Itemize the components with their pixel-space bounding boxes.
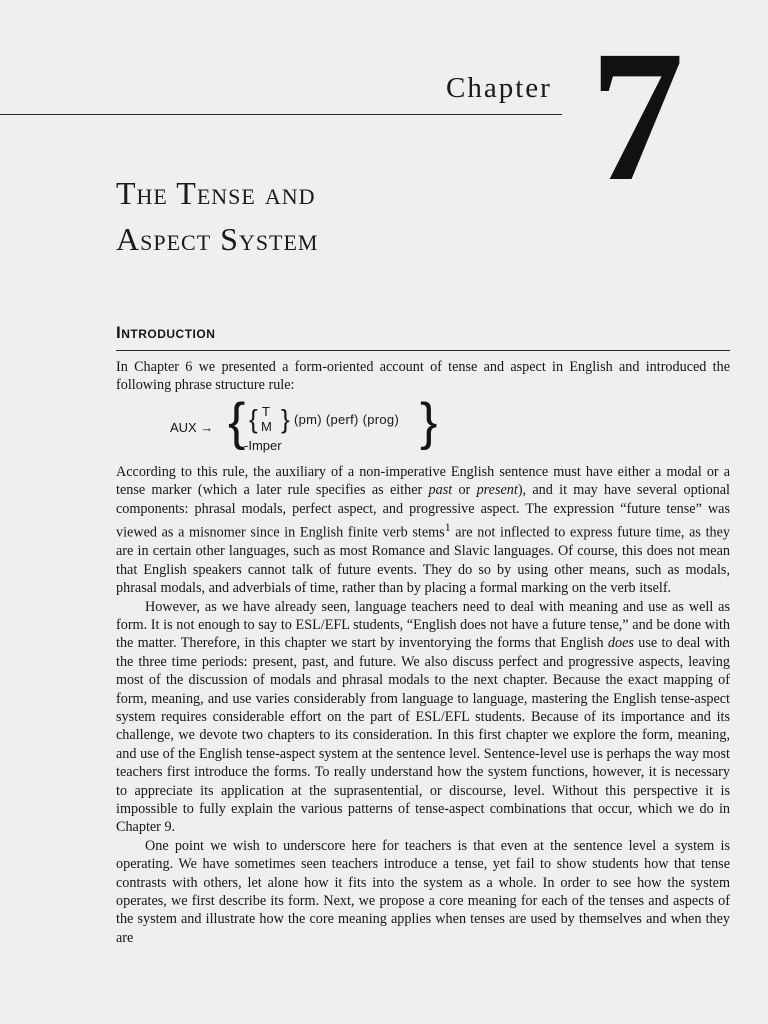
chapter-number: 7 (590, 11, 684, 220)
phrase-structure-rule (170, 393, 440, 456)
formula-option-imper: -Imper (244, 438, 282, 453)
formula-option-m: M (261, 419, 272, 434)
formula-brace-left: { (228, 393, 246, 451)
chapter-rule (0, 114, 562, 115)
title-line-2: Aspect System (116, 221, 319, 257)
paragraph-2: However, as we have already seen, language teachers need to deal with meaning and use as well as form. It is not enough to say to ESL/EFL students, “English does not have a future tense,” and be done with the matter. Therefore, in this chapter we start by inventorying the forms that English does use to deal with the three time periods: present, past, and future. We also discuss perfect and progressive aspects, leaving most of the discussion of modals and phrasal modals to the next chapter. Because the exact mapping of form, meaning, and use varies considerably from language to language, mastering the English tense-aspect system requires considerable effort on the part of ESL/EFL students. Because of its importance and its challenge, we devote two chapters to its consideration. In this first chapter we explore the form, meaning, and use of the English tense-aspect system at the sentence level. Sentence-level use is perhaps the way most teachers first introduce the forms. To really understand how the system functions, however, it is necessary to appreciate its application at the suprasentential, or discourse, level. Without this perspective it is impossible to fully explain the various patterns of tense-aspect combinations that occur, which we do in Chapter 9. (116, 598, 730, 836)
section-heading: Introduction (116, 323, 216, 342)
paragraph-1: According to this rule, the auxiliary of a non-imperative English sentence must have either a modal or a tense marker (which a later rule specifies as either past or present), and it may have several optional components: phrasal modals, perfect aspect, and progressive aspect. The expression “future tense” was viewed as a misnomer since in English finite verb stems$^1$ are not inflected to express future time, as they are in certain other languages, such as most Romance and Slavic languages. Of course, this does not mean that English speakers cannot talk of future events. They do so by using other means, such as modals, phrasal modals, and adverbials of time, rather than by placing a formal marking on the verb itself. (116, 464, 730, 597)
title-line-1: The Tense and (116, 175, 316, 211)
term-does: does (607, 635, 634, 652)
formula-inner-brace-left: { (249, 404, 258, 434)
formula-lhs: AUX → (170, 420, 214, 435)
paragraph-3: One point we wish to underscore here for teachers is that even at the sentence level a system is operating. We have sometimes seen teachers introduce a tense, yet fail to show students how that tense contrasts with others, let alone how it fits into the system as a whole. In order to see how the system operates, we first describe its form. Next, we propose a core meaning for each of the tenses and aspects of the system and illustrate how the core meaning applies when tenses are used by themselves and when they are (116, 837, 730, 946)
formula-inner-brace-right: } (281, 404, 290, 434)
formula-optional-parts: (pm) (perf) (prog) (294, 412, 400, 427)
intro-paragraph (116, 358, 730, 395)
section-rule (116, 350, 730, 351)
body-text (116, 463, 730, 947)
intro-text: In Chapter 6 we presented a form-oriented account of tense and aspect in English and introduced the following phrase structure rule: (116, 359, 730, 394)
formula-brace-right: } (420, 393, 438, 451)
term-present: present (476, 482, 518, 499)
formula-option-t: T (262, 404, 270, 419)
chapter-label: Chapter (446, 72, 552, 104)
term-past: past (428, 482, 453, 499)
chapter-title (116, 170, 319, 262)
footnote-marker: 1 (444, 520, 451, 535)
